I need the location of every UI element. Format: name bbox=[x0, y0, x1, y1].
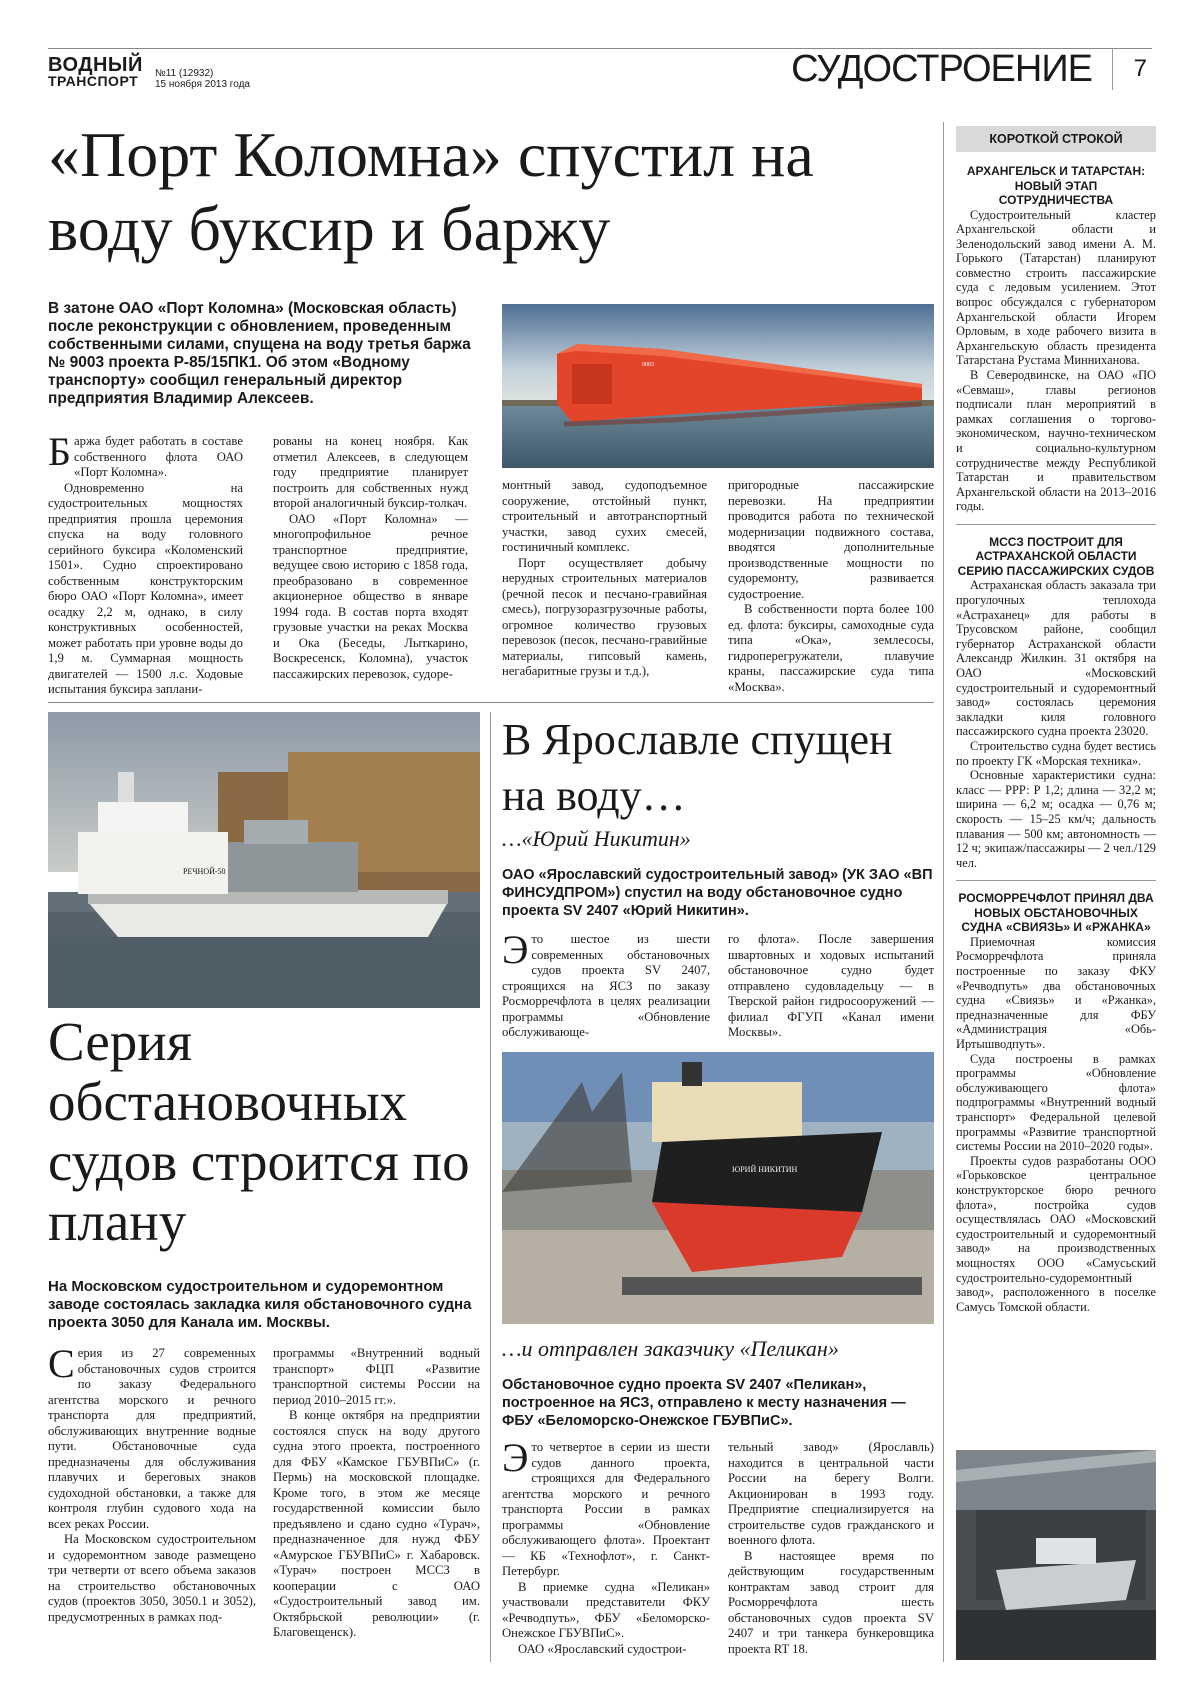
article4-col2: тельный завод» (Ярославль) находится в центральной части России на берегу Волги. Акционирован в 1993 году. Предприятие специализируется на строительстве судов гражданского и военного флота. В настоящее время по действующим государственным контрактам завод строит для Росморречфлота шесть обстановочных судов проекта SV 2407 и три танкера бункеровщика проекта RT 18. bbox=[728, 1440, 934, 1656]
tug-name-label: РЕЧНОЙ-50 bbox=[183, 867, 226, 876]
sidebar-item-head: МССЗ ПОСТРОИТ ДЛЯ АСТРАХАНСКОЙ ОБЛАСТИ СЕРИЮ ПАССАЖИРСКИХ СУДОВ bbox=[957, 534, 1155, 578]
section-title: СУДОСТРОЕНИЕ bbox=[791, 48, 1092, 90]
ship-name-label: ЮРИЙ НИКИТИН bbox=[732, 1165, 798, 1174]
newspaper-logo: ВОДНЫЙ ТРАНСПОРТ bbox=[48, 54, 143, 89]
header-divider bbox=[1112, 48, 1113, 90]
article2-lead: На Московском судостроительном и судоремонтном заводе состоялась закладка киля обстановочного судна проекта 3050 для Канала им. Москвы. bbox=[48, 1278, 472, 1331]
article2-title: Серия обстановочных судов строится по плану bbox=[48, 1011, 470, 1252]
sidebar-divider bbox=[956, 880, 1156, 881]
article3-col1: Э то шестое из шести современных обстановочных судов проекта SV 2407, строящихся на ЯСЗ по заказу Росморречфлота в целях реализации программы «Обновление обслуживающе- bbox=[502, 927, 710, 1039]
article1-title: «Порт Коломна» спустил на воду буксир и баржу bbox=[48, 119, 814, 264]
barge-photo bbox=[502, 304, 934, 468]
drop-cap: С bbox=[48, 1341, 75, 1386]
article3-title: В Ярославле спущен на воду… bbox=[502, 715, 893, 820]
issue-info: №11 (12932) 15 ноября 2013 года bbox=[155, 68, 250, 90]
article4-col1: Э то четвертое в серии из шести судов данного проекта, строящихся для Федерального агентства морского и речного транспорта России в рамках программы «Обновление обслуживающего флота». Проектант — КБ «Технофлот», г. Санкт-Петербург. В приемке судна «Пеликан» участвовали представители ФКУ «Речводпуть», ФБУ «Беломорско-Онежское ГБУВПиС». ОАО «Ярославский судострои- bbox=[502, 1435, 710, 1656]
article3-lead: ОАО «Ярославский судостроительный завод» (УК ЗАО «ВП ФИНСУДПРОМ») спустил на воду обстановочное судно проекта SV 2407 «Юрий Никитин». bbox=[502, 867, 933, 919]
sidebar-item-body: Судостроительный кластер Архангельской области и Зеленодольский завод имени А. М. Горького (Татарстан) планируют совместно строить пассажирские суда с ледовым усилением. Этот вопрос обсуждался с губернатором Архангельской области Игорем Орловым, в ходе рабочего визита в Архангельскую область президента Татарстана Рустама Минниханова. В Северодвинске, на ОАО «ПО «Севмаш», главы регионов подписали план мероприятий в рамках соглашения о торгово-экономическом, научно-техническом и социально-культурном сотрудничестве между Республикой Татарстан и правительством Архангельской области на 2013–2016 годы. bbox=[956, 207, 1156, 514]
article1-bottom-rule bbox=[48, 702, 934, 703]
article1-col4: пригородные пассажирские перевозки. На предприятии проводится работа по технической модернизации подвижного состава, вводятся дополнительные производственные мощности по судоремонту, развивается судостроение. В собственности порта более 100 ед. флота: буксиры, самоходные суда типа «Ока», землесосы, гидроперегружатели, плавучие краны, пассажирские суда типа «Москва». bbox=[728, 478, 934, 694]
article1-col1: Б аржа будет работать в составе собственного флота ОАО «Порт Коломна». Одновременно на судостроительных мощностях предприятия прошла церемония спуска на воду головного серийного буксира «Коломенский 1501». Судно спроектировано собственным конструкторским бюро ОАО «Порт Коломна», имеет осадку 2,2 м, однако, в силу конструктивных особенностей, может работать при уровне воды до 1,9 м. Суммарная мощность двигателей — 1500 л.с. Ходовые испытания буксира заплани- bbox=[48, 429, 243, 696]
article4-kicker: …и отправлен заказчику «Пеликан» bbox=[502, 1336, 839, 1361]
sidebar-divider bbox=[943, 122, 944, 1662]
sidebar bbox=[956, 126, 1156, 1314]
shipyard-photo bbox=[956, 1450, 1156, 1660]
article2-col1: С ерия из 27 современных обстановочных судов строится по заказу Федерального агентства морского и речного транспорта для предприятий, обслуживающих внутренние водные пути. Обстановочные суда предназначены для обслуживания плавучих и береговых знаков судоходной обстановки, а также для контроля глубин судового хода на всех реках России. На Московском судостроительном и судоремонтном заводе размещено три четверти от всего объема заказов на строительство обстановочных судов (проектов 3050, 3050.1 и 3052), предусмотренных в рамках под- bbox=[48, 1341, 256, 1624]
tug-photo bbox=[48, 712, 480, 1008]
sidebar-divider bbox=[956, 524, 1156, 525]
article1-col2: рованы на конец ноября. Как отметил Алексеев, в следующем году предприятие планирует построить для собственных нужд второй аналогичный буксир-толкач. ОАО «Порт Коломна» — многопрофильное речное транспортное предприятие, ведущее свою историю с 1858 года, преобразовано в современное акционерное общество в январе 1994 года. В состав порта входят грузовые участки на реках Москва и Ока (Беседы, Лыткарино, Воскресенск, Коломна), участок пассажирских перевозок, судоре- bbox=[273, 434, 468, 681]
sidebar-item-body: Астраханская область заказала три прогулочных теплохода «Астраханец» для работы в Трусовском районе, сообщил губернатор Астраханской области Александр Жилкин. 31 октября на ОАО «Московский судостроительный и судоремонтный завод» состоялась церемония закладки киля головного пассажирского судна проекта 23020. Строительство судна будет вестись по проекту ГК «Морская техника». Основные характеристики судна: класс — РРР: Р 1,2; длина — 32,2 м; ширина — 6,2 м; осадка — 0,76 м; скорость — 15–25 км/ч; дальность плавания — 500 км; автономность — 12 ч; экипаж/пассажиры — 2 чел./129 чел. bbox=[956, 578, 1156, 870]
barge-number-label: 9003 bbox=[642, 362, 654, 368]
column-divider bbox=[490, 712, 491, 1662]
sidebar-item-head: АРХАНГЕЛЬСК И ТАТАРСТАН: НОВЫЙ ЭТАП СОТРУДНИЧЕСТВА bbox=[966, 164, 1146, 207]
drop-cap: Э bbox=[502, 1435, 529, 1480]
ship-photo bbox=[502, 1052, 934, 1324]
article3-kicker: …«Юрий Никитин» bbox=[502, 826, 691, 851]
drop-cap: Э bbox=[502, 927, 529, 972]
drop-cap: Б bbox=[48, 429, 71, 474]
sidebar-item-head: РОСМОРРЕЧФЛОТ ПРИНЯЛ ДВА НОВЫХ ОБСТАНОВОЧНЫХ СУДНА «СВИЯЗЬ» И «РЖАНКА» bbox=[958, 891, 1154, 935]
article1-col3: монтный завод, судоподъемное сооружение, отстойный пункт, строительный и автотранспортный участки, завод сухих смесей, гостиничный комплекс. Порт осуществляет добычу нерудных строительных материалов (речной песок и песчано-гравийная смесь), погрузоразгрузочные работы, огромное количество грузовых перевозок (песок, песчано-гравийные материалы, гипсовый камень, негабаритные грузы и т.д.), bbox=[502, 478, 707, 678]
sidebar-title: КОРОТКОЙ СТРОКОЙ bbox=[956, 126, 1156, 152]
page-number: 7 bbox=[1133, 55, 1147, 82]
article4-lead: Обстановочное судно проекта SV 2407 «Пеликан», построенное на ЯСЗ, отправлено к месту назначения — ФБУ «Беломорско-Онежское ГБУВПиС». bbox=[502, 1377, 906, 1429]
article3-col2: го флота». После завершения швартовных и ходовых испытаний обстановочное судно будет отправлено судовладельцу — в Тверской район гидросооружений — филиал ФГУП «Канал имени Москвы». bbox=[728, 932, 934, 1039]
sidebar-item-body: Приемочная комиссия Росморречфлота приняла построенные по заказу ФКУ «Речводпуть» два обстановочных судна «Свиязь» и «Ржанка», предназначенные для ФБУ «Администрация «Обь-Иртышводпуть». Суда построены в рамках программы «Обновление обслуживающего флота» подпрограммы «Внутренний водный транспорт» Федеральной целевой программы «Развитие транспортной системы России на 2010–2020 годы». Проекты судов разработаны ООО «Горьковское центральное конструкторское бюро речного флота», постройка судов осуществлялась ОАО «Московский судостроительный и судоремонтный завод» на производственных мощностях ООО «Самусьский судостроительно-судоремонтный завод», расположенного в поселке Самусь Томской области. bbox=[956, 934, 1156, 1314]
article2-col2: программы «Внутренний водный транспорт» ФЦП «Развитие транспортной системы России на период 2010–2015 гг.». В конце октября на предприятии состоялся спуск на воду другого судна этого проекта, построенного для ФБУ «Камское ГБУВПиС» (г. Пермь) на московской площадке. Кроме того, в этом же месяце государственной комиссии было предъявлено и сдано судно «Турач», предназначенное для нужд ФБУ «Амурское ГБУВПиС» г. Хабаровск. «Турач» построен МССЗ в кооперации с ОАО «Судостроительный завод им. Октябрьской революции» (г. Благовещенск). bbox=[273, 1346, 480, 1639]
article1-lead: В затоне ОАО «Порт Коломна» (Московская область) после реконструкции с обновлением, проведенным собственными силами, спущена на воду третья баржа № 9003 проекта Р-85/15ПК1. Об этом «Водному транспорту» сообщил генеральный директор предприятия Владимир Алексеев. bbox=[48, 300, 471, 407]
